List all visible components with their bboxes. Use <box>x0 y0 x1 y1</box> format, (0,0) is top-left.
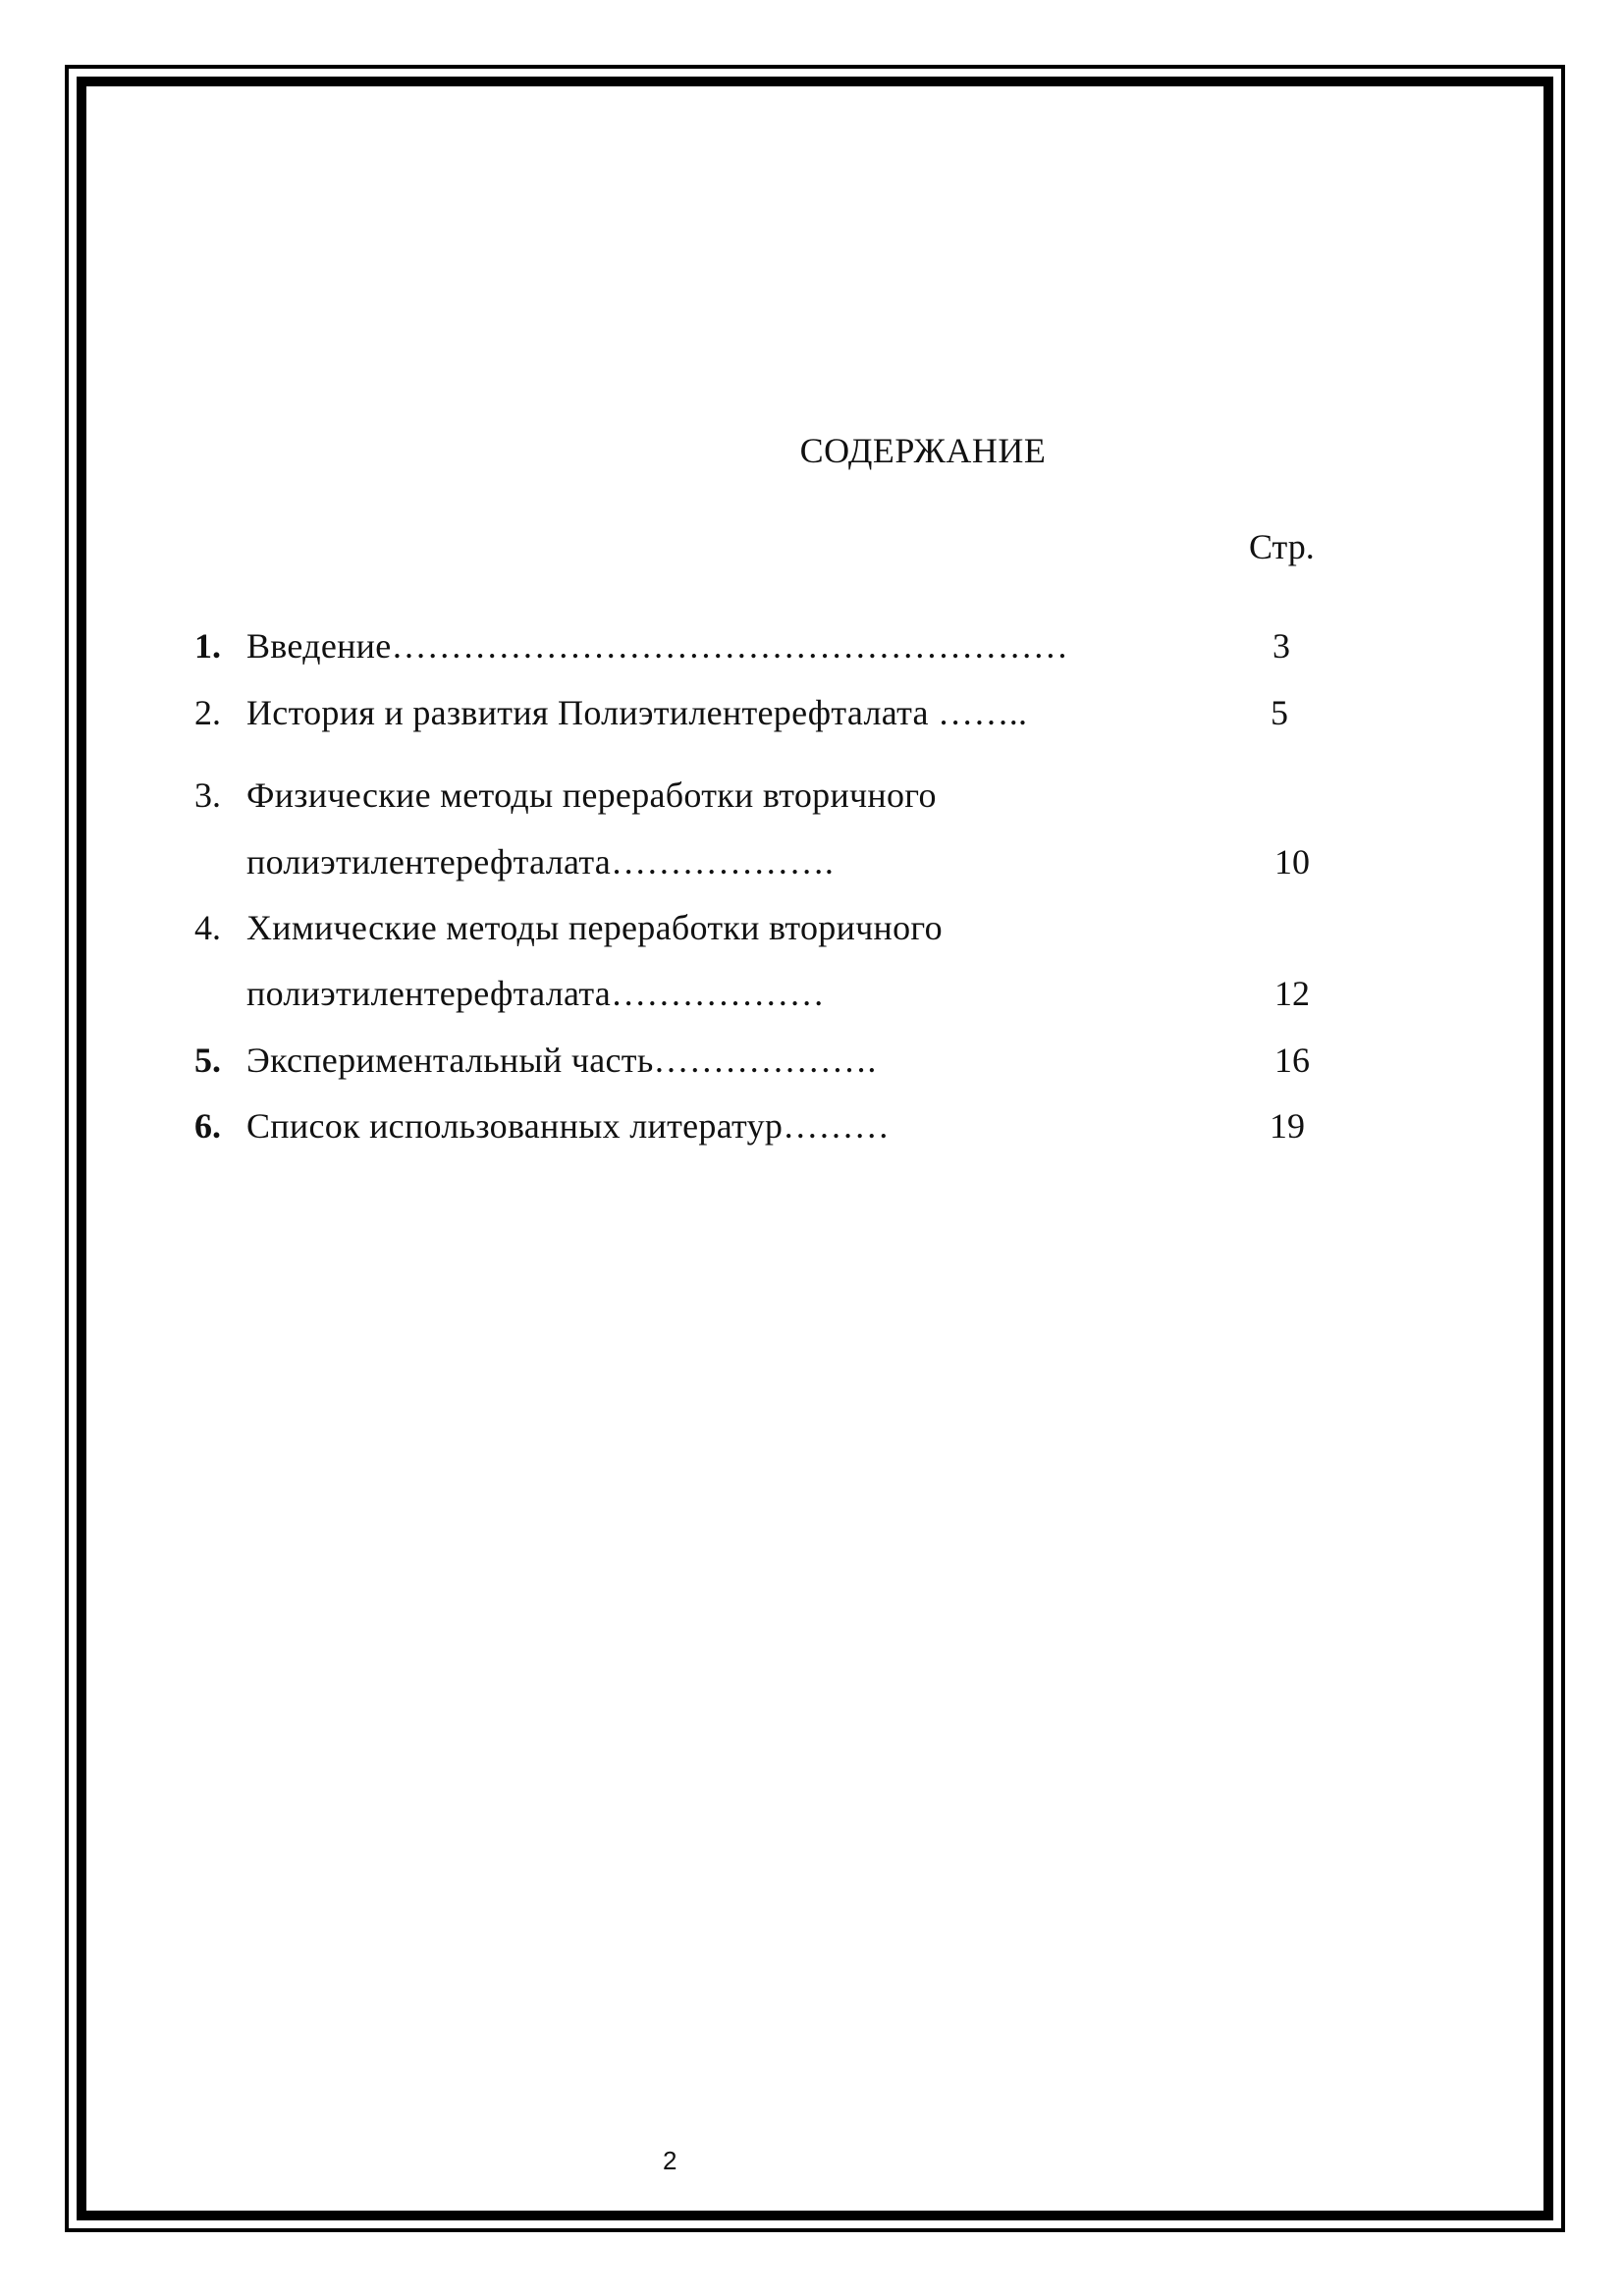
toc-entry-page: 12 <box>1274 974 1310 1013</box>
footer-page-number: 2 <box>663 2146 677 2175</box>
toc-entry-page: 19 <box>1270 1106 1305 1146</box>
toc-entry-number: 4. <box>194 908 221 947</box>
toc-entry-page: 10 <box>1274 842 1310 881</box>
toc-entry-number: 6. <box>194 1106 221 1146</box>
toc-entry-page: 5 <box>1271 693 1288 732</box>
toc-entry-page: 16 <box>1274 1041 1310 1080</box>
toc-entry-title: Экспериментальный часть………………. <box>246 1041 877 1080</box>
toc-entry-number: 2. <box>194 693 221 732</box>
toc-entry-number: 5. <box>194 1041 221 1080</box>
document-title: СОДЕРЖАНИЕ <box>799 431 1047 470</box>
toc-entry-title: Список использованных литератур……… <box>246 1106 891 1146</box>
toc-entry-title-cont: полиэтилентерефталата……………… <box>246 974 825 1013</box>
toc-entry-page: 3 <box>1272 626 1290 666</box>
toc-entry-title-cont: полиэтилентерефталата………………. <box>246 842 835 881</box>
toc-entry-title: Физические методы переработки вторичного <box>246 775 937 815</box>
toc-entry-number: 3. <box>194 775 221 815</box>
toc-entry-title: Введение………………………………………………… <box>246 626 1069 666</box>
page-column-label: Стр. <box>1249 527 1315 566</box>
toc-entry-title: Химические методы переработки вторичного <box>246 908 943 947</box>
toc-entry-number: 1. <box>194 626 221 666</box>
toc-entry-title: История и развития Полиэтилентерефталата …….. <box>246 693 1028 732</box>
